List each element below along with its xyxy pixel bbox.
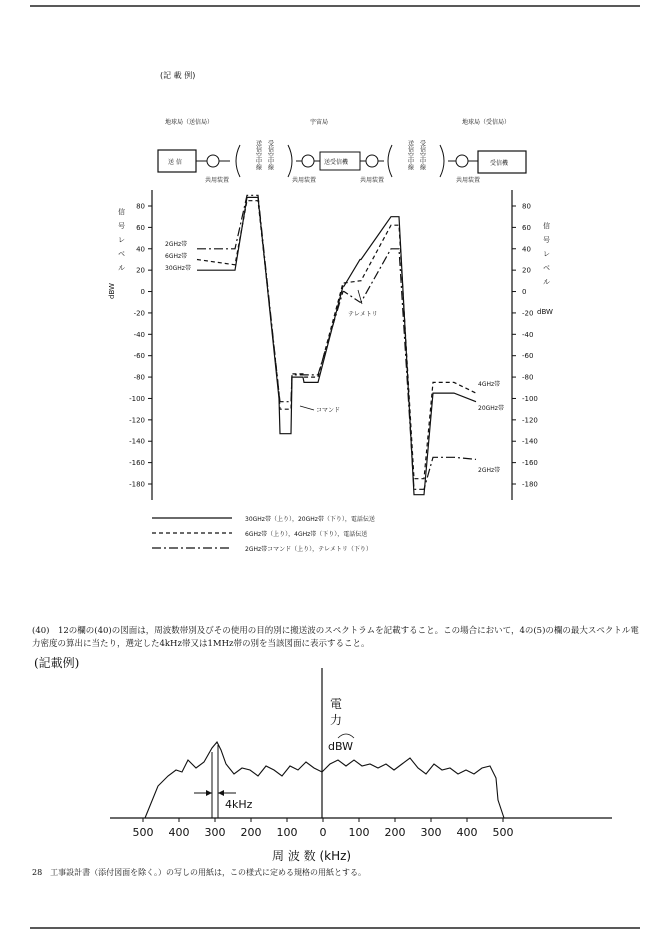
bandwidth-label: 4kHz xyxy=(225,798,253,811)
antenna-icon xyxy=(288,145,292,177)
block-diagram xyxy=(158,139,526,184)
shared-equipment-label: 共用装置 xyxy=(360,177,385,184)
space-tx-path-label: 送信空中線 xyxy=(406,140,414,170)
left-tick-label: -40 xyxy=(133,330,145,339)
level-series-dashdot xyxy=(197,195,476,489)
right-tick-label: -60 xyxy=(522,352,534,361)
shared-equipment-icon xyxy=(302,155,314,167)
left-tick-label: -20 xyxy=(133,309,145,318)
shared-equipment-label: 共用装置 xyxy=(292,177,317,184)
command-annotation: コマンド xyxy=(316,407,341,414)
downlink-path-label: 受信空中線 xyxy=(418,140,426,170)
uplink-path-label: 送信空中線 xyxy=(254,140,262,170)
left-axis-label-char: 信 xyxy=(118,208,125,216)
left-tick-label: 20 xyxy=(136,266,145,275)
shared-equipment-icon xyxy=(456,155,468,167)
left-unit-label: dBW xyxy=(108,283,116,299)
antenna-icon xyxy=(388,145,392,177)
frequency-tick-label: 300 xyxy=(420,826,442,839)
right-tick-label: 80 xyxy=(522,202,531,211)
left-tick-label: 60 xyxy=(136,223,145,232)
right-tick-label: -40 xyxy=(522,330,534,339)
frequency-tick-label: 100 xyxy=(348,826,370,839)
right-tick-label: 60 xyxy=(522,223,531,232)
space-station-label: 宇宙局 xyxy=(310,119,329,126)
left-tick-label: -140 xyxy=(129,437,145,446)
shared-equipment-icon xyxy=(366,155,378,167)
frequency-axis-label: 周 波 数 (kHz) xyxy=(272,849,352,863)
band-label-right: 4GHz帯 xyxy=(478,381,501,388)
legend-item: 2GHz帯コマンド（上り），テレメトリ（下り） xyxy=(245,546,372,553)
legend-item: 30GHz帯（上り），20GHz帯（下り），電話伝送 xyxy=(245,516,375,523)
right-tick-label: -100 xyxy=(522,394,538,403)
frequency-tick-label: 500 xyxy=(492,826,514,839)
left-tick-label: 0 xyxy=(140,288,145,297)
spectrum-chart xyxy=(110,668,612,863)
right-axis-label-char: レ xyxy=(543,250,550,258)
right-tick-label: -120 xyxy=(522,416,538,425)
frequency-tick-label: 400 xyxy=(168,826,190,839)
left-axis-label-char: ベ xyxy=(118,250,125,258)
right-tick-label: -160 xyxy=(522,459,538,468)
shared-equipment-icon xyxy=(207,155,219,167)
right-unit-label: dBW xyxy=(537,308,553,316)
right-tick-label: -20 xyxy=(522,309,534,318)
frequency-tick-label: 500 xyxy=(132,826,154,839)
space-transceiver-label: 送受信機 xyxy=(324,159,349,166)
band-label-left: 30GHz帯 xyxy=(165,265,191,272)
frequency-tick-label: 200 xyxy=(240,826,262,839)
left-tick-label: -120 xyxy=(129,416,145,425)
left-axis-label-char: 号 xyxy=(118,222,125,230)
spectrum-curve xyxy=(145,742,504,818)
note-28: 28 工事設計書（添付図面を除く。）の写しの用紙は，この様式に定める規格の用紙とする。 xyxy=(32,868,367,877)
antenna-icon xyxy=(236,145,240,177)
left-tick-label: 40 xyxy=(136,245,145,254)
right-tick-label: -180 xyxy=(522,480,538,489)
right-axis-label-char: 信 xyxy=(543,222,550,230)
frequency-tick-label: 100 xyxy=(276,826,298,839)
level-series-solid xyxy=(197,197,476,494)
legend-item: 6GHz帯（上り），4GHz帯（下り），電話伝送 xyxy=(245,531,368,538)
left-tick-label: -60 xyxy=(133,352,145,361)
space-rx-path-label: 受信空中線 xyxy=(266,140,274,170)
frequency-tick-label: 300 xyxy=(204,826,226,839)
receiver-label: 受信機 xyxy=(490,160,509,167)
earth-station-rx-label: 地球局（受信局） xyxy=(462,119,511,126)
note-40: (40) 12の欄の(40)の図面は，周波数帯別及びその使用の目的別に搬送波のスペクトラムを記載すること。この場合において，4の(5)の欄の最大スペクトル電力密度の算出に当たり，選定した4kHz帯又は1MHz帯の別を当該図面に表示すること。 xyxy=(32,626,639,649)
right-axis-label-char: ル xyxy=(543,278,550,286)
band-label-left: 6GHz帯 xyxy=(165,253,188,260)
left-tick-label: 80 xyxy=(136,202,145,211)
transmitter-label: 送 信 xyxy=(168,159,182,166)
frequency-tick-label: 400 xyxy=(456,826,478,839)
power-label: 力 xyxy=(330,713,343,727)
left-tick-label: -80 xyxy=(133,373,145,382)
right-tick-label: 40 xyxy=(522,245,531,254)
frequency-tick-label: 200 xyxy=(384,826,406,839)
left-axis-label-char: ル xyxy=(118,264,125,272)
power-unit-label: dBW xyxy=(328,740,354,753)
earth-station-tx-label: 地球局（送信局） xyxy=(165,119,214,126)
right-axis-label-char: 号 xyxy=(543,236,550,244)
power-label: 電 xyxy=(330,697,343,711)
right-tick-label: 0 xyxy=(522,288,527,297)
shared-equipment-label: 共用装置 xyxy=(456,177,481,184)
example-heading: (記 載 例) xyxy=(160,71,196,80)
band-label-right: 20GHz帯 xyxy=(478,405,504,412)
level-series-dashed xyxy=(197,201,476,479)
band-label-left: 2GHz帯 xyxy=(165,241,188,248)
right-tick-label: -140 xyxy=(522,437,538,446)
left-tick-label: -160 xyxy=(129,459,145,468)
left-tick-label: -180 xyxy=(129,480,145,489)
antenna-icon xyxy=(440,145,444,177)
band-label-right: 2GHz帯 xyxy=(478,467,501,474)
signal-level-chart xyxy=(108,190,553,500)
telemetry-annotation: テレメトリ xyxy=(348,311,378,318)
shared-equipment-label: 共用装置 xyxy=(205,177,230,184)
left-axis-label-char: レ xyxy=(118,236,125,244)
left-tick-label: -100 xyxy=(129,394,145,403)
chart-legend xyxy=(152,515,375,553)
frequency-tick-label: 0 xyxy=(319,826,327,839)
right-tick-label: 20 xyxy=(522,266,531,275)
example-heading-2: (記載例) xyxy=(34,656,80,670)
right-tick-label: -80 xyxy=(522,373,534,382)
right-axis-label-char: ベ xyxy=(543,264,550,272)
